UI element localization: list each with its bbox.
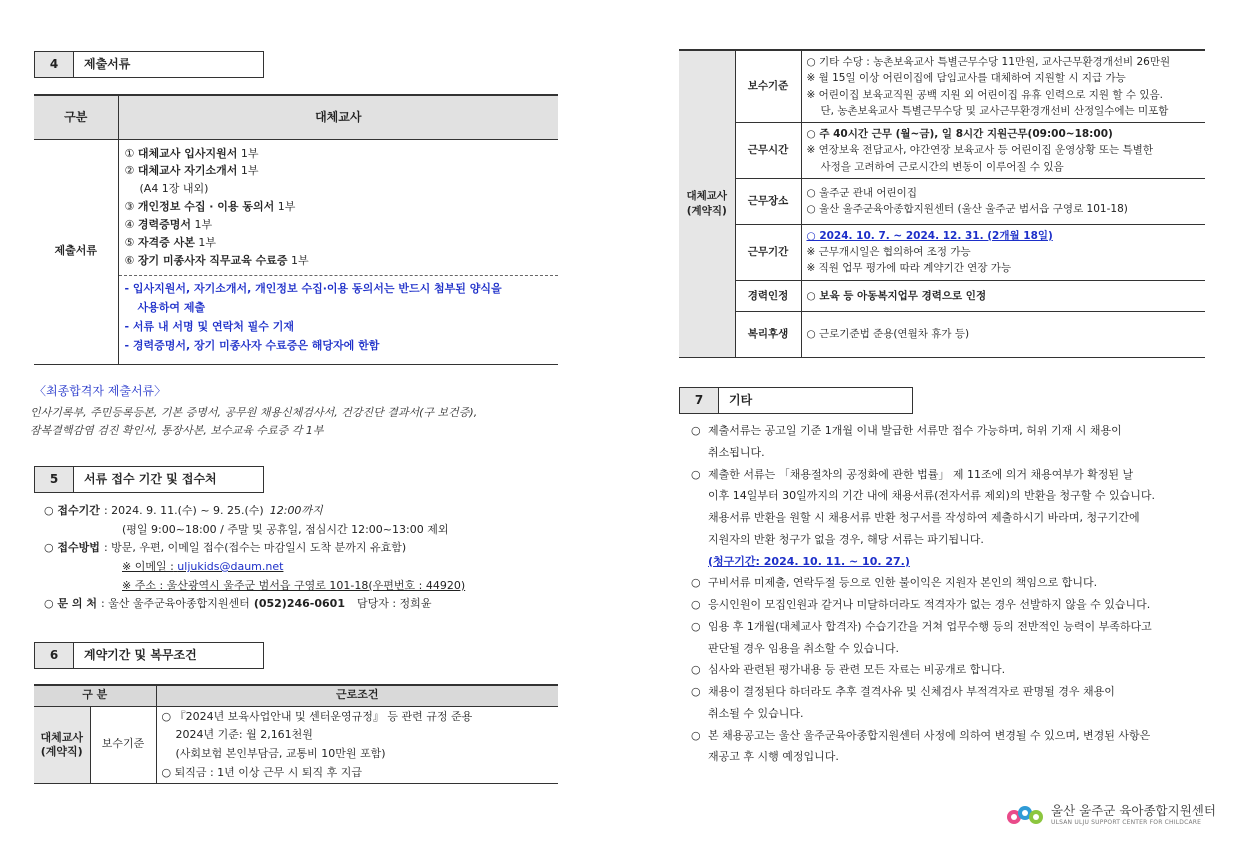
method-row xyxy=(44,539,564,558)
period-label: ○ 접수기간 xyxy=(44,504,100,517)
note-line: - 경력증명서, 장기 미종사자 수료증은 해당자에 한함 xyxy=(124,338,380,352)
condition-line: (사회보험 본인부담금, 교통비 10만원 포함) xyxy=(175,746,386,760)
table-header-category: 구 분 xyxy=(34,685,156,706)
list-item: ① 대체교사 입사지원서 1부 xyxy=(124,146,259,160)
contact-org: : 울산 울주군육아종합지원센터 xyxy=(100,597,250,611)
section-6-header xyxy=(34,642,264,669)
section-title: 계약기간 및 복무조건 xyxy=(74,642,264,669)
note-line: - 서류 내 서명 및 연락처 필수 기재 xyxy=(124,320,295,334)
final-docs-body xyxy=(30,404,560,440)
method-label: ○ 접수방법 xyxy=(44,541,100,555)
section-number: 7 xyxy=(679,387,719,414)
row-label-documents: 제출서류 xyxy=(34,139,118,364)
row-label: 근무시간 xyxy=(735,123,801,179)
logo-icon xyxy=(1005,802,1045,828)
list-item: ○ 응시인원이 모집인원과 같거나 미달하더라도 적격자가 없는 경우 선발하지 않을 수 있습니다. xyxy=(691,598,1151,612)
email-line xyxy=(44,558,564,577)
condition-line: ○ 『2024년 보육사업안내 및 센터운영규정』 등 관련 규정 준용 xyxy=(161,709,473,723)
list-item: ⑥ 장기 미종사자 직무교육 수료증 1부 xyxy=(124,253,309,267)
row-content: ○ 근로기준법 준용(연월차 휴가 등) xyxy=(801,311,1205,357)
row-label-pay: 보수기준 xyxy=(90,706,156,784)
other-notes-list xyxy=(691,420,1205,768)
list-item: ⑤ 자격증 사본 1부 xyxy=(124,235,216,249)
contract-conditions-table xyxy=(34,684,558,784)
final-docs-line: 잠복결핵감염 검진 확인서, 통장사본, 보수교육 수료증 각 1부 xyxy=(30,424,324,438)
list-item: ○ 본 채용공고는 울산 울주군육아종합지원센터 사정에 의하여 변경될 수 있으며, 변경된 사항은 xyxy=(691,728,1151,742)
list-item: 취소됩니다. xyxy=(708,445,765,459)
group-label: 대체교사 (계약직) xyxy=(34,706,90,784)
list-item: ○ 임용 후 1개월(대체교사 합격자) 수습기간을 거쳐 업무수행 등의 전반적인 능력이 부족하다고 xyxy=(691,619,1152,633)
list-item: (A4 1장 내외) xyxy=(139,182,209,196)
period-value: : 2024. 9. 11.(수) ~ 9. 25.(수) xyxy=(103,504,264,517)
list-item: 재공고 후 시행 예정입니다. xyxy=(708,750,839,764)
row-label: 근무기간 xyxy=(735,224,801,280)
group-label: 대체교사 (계약직) xyxy=(679,50,735,357)
required-documents-table xyxy=(34,94,558,365)
section-title: 서류 접수 기간 및 접수처 xyxy=(74,466,264,493)
pay-conditions-cell xyxy=(156,706,558,784)
row-content: ○ 울주군 관내 어린이집 ○ 울산 울주군육아종합지원센터 (울산 울주군 범서읍 구영로 101-18) xyxy=(801,178,1205,224)
row-content: ○ 보육 등 아동복지업무 경력으로 인정 xyxy=(801,280,1205,311)
period-note: (평일 9:00~18:00 / 주말 및 공휴일, 점심시간 12:00~13:00 제외 xyxy=(122,522,449,536)
table-header-substitute-teacher: 대체교사 xyxy=(118,95,558,139)
documents-cell xyxy=(118,139,558,364)
list-item: ○ 채용이 결정된다 하더라도 추후 결격사유 및 신체검사 부적격자로 판명될 경우 채용이 xyxy=(691,685,1115,699)
row-label: 경력인정 xyxy=(735,280,801,311)
row-content: ○ 2024. 10. 7. ~ 2024. 12. 31. (2개월 18일) ※ 근무개시일은 협의하여 조정 가능 ※ 직원 업무 평가에 따라 계약기간 연장 가능 xyxy=(801,224,1205,280)
contact-phone: (052)246-0601 xyxy=(253,597,345,611)
list-item: ③ 개인정보 수집 · 이용 동의서 1부 xyxy=(124,200,296,214)
contact-person: 담당자 : 정희윤 xyxy=(356,597,432,611)
list-item: (청구기간: 2024. 10. 11. ~ 10. 27.) xyxy=(708,554,910,568)
email-prefix: ※ 이메일 : xyxy=(122,560,174,574)
list-item: 지원자의 반환 청구가 없을 경우, 해당 서류는 파기됩니다. xyxy=(708,532,984,546)
condition-line: ○ 퇴직금 : 1년 이상 근무 시 퇴직 후 지급 xyxy=(161,765,363,779)
section-title: 기타 xyxy=(719,387,913,414)
list-item: 채용서류 반환을 원할 시 채용서류 반환 청구서를 작성하여 제출하시기 바라며, 청구기간에 xyxy=(708,511,1140,525)
row-label: 보수기준 xyxy=(735,50,801,123)
section-title: 제출서류 xyxy=(74,51,264,78)
note-line: - 입사지원서, 자기소개서, 개인정보 수집·이용 동의서는 반드시 첨부된 양식을 xyxy=(124,282,502,296)
logo-subtitle: ULSAN ULJU SUPPORT CENTER FOR CHILDCARE xyxy=(1051,819,1202,827)
logo-name: 울산 울주군 육아종합지원센터 xyxy=(1051,802,1216,818)
list-item: ④ 경력증명서 1부 xyxy=(124,217,213,231)
document-list xyxy=(119,140,559,276)
list-item: ○ 구비서류 미제출, 연락두절 등으로 인한 불이익은 지원자 본인의 책임으로 합니다. xyxy=(691,576,1098,590)
list-item: ○ 제출한 서류는 「채용절차의 공정화에 관한 법률」 제 11조에 의거 채용여부가 확정된 날 xyxy=(691,467,1134,481)
logo-text xyxy=(1051,803,1216,828)
email-link[interactable]: uljukids@daum.net xyxy=(177,560,284,574)
row-label: 복리후생 xyxy=(735,311,801,357)
list-item: 취소될 수 있습니다. xyxy=(708,706,804,720)
section-5-header xyxy=(34,466,264,493)
list-item: 이후 14일부터 30일까지의 기간 내에 채용서류(전자서류 제외)의 반환을 청구할 수 있습니다. xyxy=(708,489,1155,503)
row-label: 근무장소 xyxy=(735,178,801,224)
note-line: 사용하여 제출 xyxy=(137,301,206,315)
table-header-category: 구분 xyxy=(34,95,118,139)
contact-row xyxy=(44,595,564,614)
row-content: ○ 주 40시간 근무 (월~금), 일 8시간 지원근무(09:00~18:00) ※ 연장보육 전담교사, 야간연장 보육교사 등 어린이집 운영상황 또는 특별한 사정을 고려하여 근로시간의 변동이 이루어질 수 있음 xyxy=(801,123,1205,179)
center-logo xyxy=(1005,802,1216,828)
section-number: 5 xyxy=(34,466,74,493)
address-line: ※ 주소 : 울산광역시 울주군 범서읍 구영로 101-18(우편번호 : 44920) xyxy=(122,578,466,592)
method-value: : 방문, 우편, 이메일 접수(접수는 마감일시 도착 분까지 유효함) xyxy=(103,541,407,555)
period-row xyxy=(44,502,564,521)
contact-label: ○ 문 의 처 xyxy=(44,597,97,611)
final-docs-line: 인사기록부, 주민등록등본, 기본 증명서, 공무원 채용신체검사서, 건강진단 결과서(구 보건증), xyxy=(30,406,478,419)
list-item: ○ 심사와 관련된 평가내용 등 관련 모든 자료는 비공개로 합니다. xyxy=(691,663,1006,677)
list-item: ② 대체교사 자기소개서 1부 xyxy=(124,164,259,178)
section-7-header xyxy=(679,387,913,414)
table-header-conditions: 근로조건 xyxy=(156,685,558,706)
document-notes xyxy=(119,275,559,363)
submission-info xyxy=(44,502,564,614)
section-number: 4 xyxy=(34,51,74,78)
list-item: ○ 제출서류는 공고일 기준 1개월 이내 발급한 서류만 접수 가능하며, 허위 기재 시 채용이 xyxy=(691,424,1122,437)
section-4-header xyxy=(34,51,264,78)
period-time: 12:00까지 xyxy=(269,504,323,517)
contract-conditions-continued-table xyxy=(679,49,1205,358)
list-item: 판단될 경우 임용을 취소할 수 있습니다. xyxy=(708,641,899,655)
section-number: 6 xyxy=(34,642,74,669)
row-content: ○ 기타 수당 : 농촌보육교사 특별근무수당 11만원, 교사근무환경개선비 26만원 ※ 월 15일 이상 어린이집에 담임교사를 대체하여 지원할 시 지급 가능 ※ 어린이집 보육교직원 공백 지원 외 어린이집 유휴 인력으로 지원 할 수 있음. 단, 농촌보육교사 특별근무수당 및 교사근무환경개선비 산정일수에는 미포함 xyxy=(801,50,1205,123)
condition-line: 2024년 기준: 월 2,161천원 xyxy=(175,728,313,742)
final-docs-title: 〈최종합격자 제출서류〉 xyxy=(34,384,167,398)
